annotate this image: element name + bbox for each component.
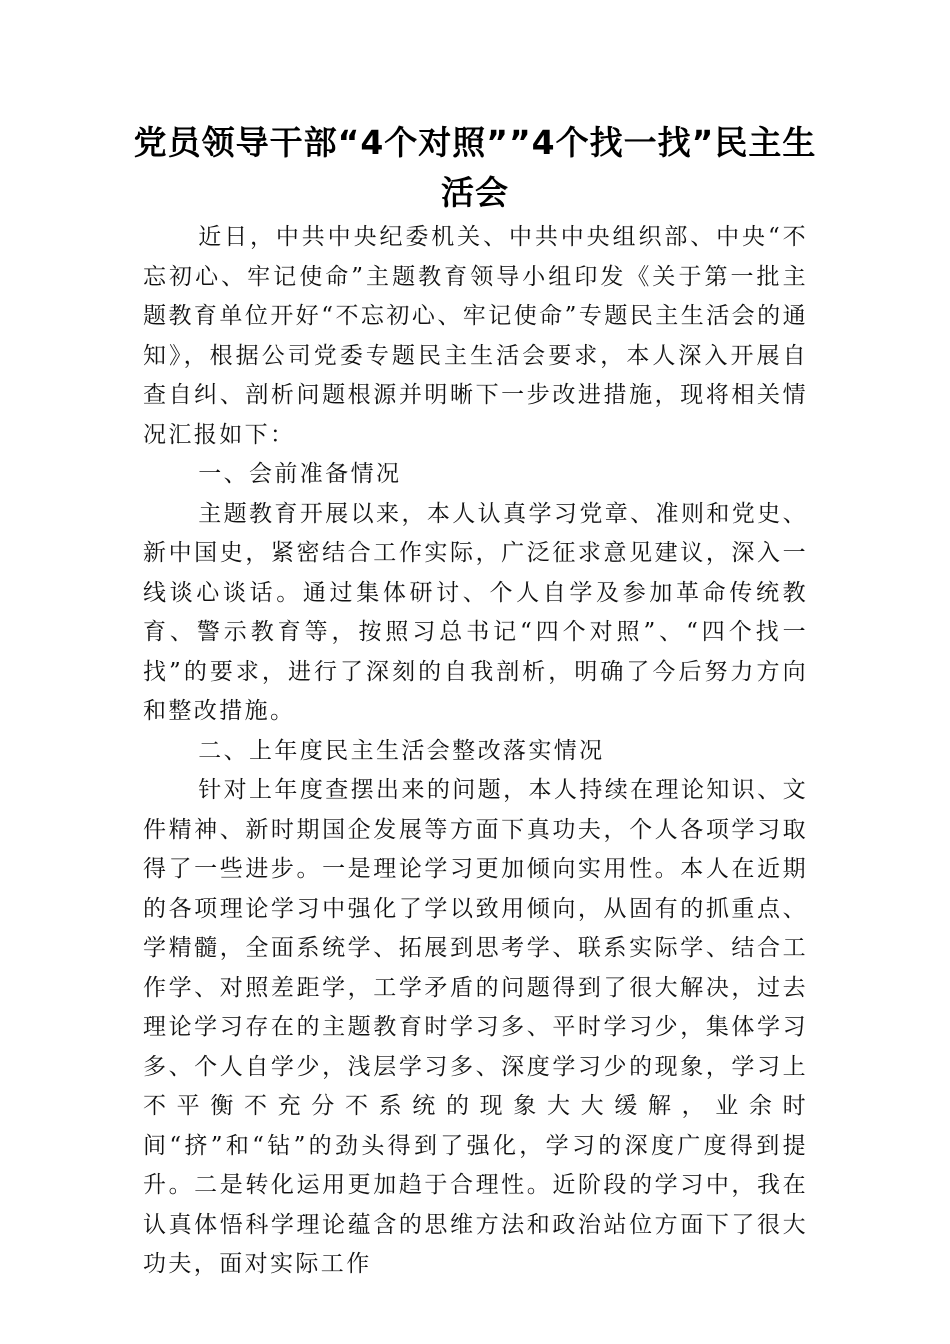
paragraph-preparation: 主题教育开展以来，本人认真学习党章、准则和党史、新中国史，紧密结合工作实际，广泛征求意见建议，深入一线谈心谈话。通过集体研讨、个人自学及参加革命传统教育、警示教育等，按照习总书记“四个对照”、“四个找一找”的要求，进行了深刻的自我剖析，明确了今后努力方向和整改措施。 (143, 500, 808, 724)
section-heading-preparation: 一、会前准备情况 (198, 461, 402, 487)
document-title: 党员领导干部“4个对照””4个找一找”民主生活会 (133, 123, 817, 212)
document-body (143, 218, 808, 1285)
section-heading-rectification: 二、上年度民主生活会整改落实情况 (198, 737, 605, 764)
paragraph-rectification: 针对上年度查摆出来的问题，本人持续在理论知识、文件精神、新时期国企发展等方面下真功夫，个人各项学习取得了一些进步。一是理论学习更加倾向实用性。本人在近期的各项理论学习中强化了学以致用倾向，从固有的抓重点、学精髓，全面系统学、拓展到思考学、联系实际学、结合工作学、对照差距学，工学矛盾的问题得到了很大解决，过去理论学习存在的主题教育时学习多、平时学习少，集体学习多、个人自学少，浅层学习多、深度学习少的现象，学习上不平衡不充分不系统的现象大大缓解，业余时间“挤”和“钻”的劲头得到了强化，学习的深度广度得到提升。二是转化运用更加趋于合理性。近阶段的学习中，我在认真体悟科学理论蕴含的思维方法和政治站位方面下了很大功夫，面对实际工作 (143, 777, 808, 1277)
paragraph-intro: 近日，中共中央纪委机关、中共中央组织部、中央“不忘初心、牢记使命”主题教育领导小组印发《关于第一批主题教育单位开好“不忘初心、牢记使命”专题民主生活会的通知》，根据公司党委专题民主生活会要求，本人深入开展自查自纠、剖析问题根源并明晰下一步改进措施，现将相关情况汇报如下： (143, 224, 808, 448)
